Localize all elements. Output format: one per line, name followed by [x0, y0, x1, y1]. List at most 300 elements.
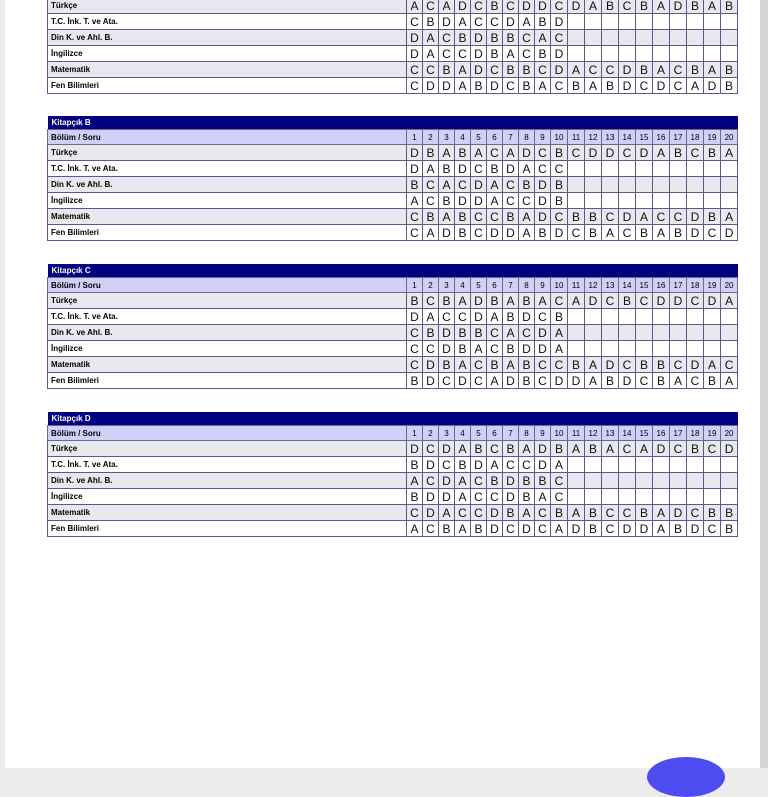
answer-cell: D	[704, 78, 721, 94]
answer-cell: B	[585, 209, 602, 225]
answer-cell	[704, 161, 721, 177]
answer-cell	[670, 161, 687, 177]
answer-cell: B	[455, 225, 471, 241]
answer-cell: C	[602, 521, 619, 537]
answer-cell: C	[619, 505, 636, 521]
answer-cell: D	[602, 145, 619, 161]
answer-cell: A	[636, 209, 653, 225]
answer-cell: D	[439, 325, 455, 341]
answer-cell: A	[687, 78, 704, 94]
answer-cell: A	[704, 62, 721, 78]
answer-cell: C	[471, 505, 487, 521]
answer-cell: C	[670, 441, 687, 457]
answer-cell: D	[704, 293, 721, 309]
table-row	[48, 489, 738, 505]
answer-cell: C	[407, 14, 423, 30]
answer-cell: D	[585, 145, 602, 161]
answer-cell: C	[535, 521, 551, 537]
answer-cell	[585, 193, 602, 209]
question-number: 6	[487, 426, 503, 441]
answer-cell: B	[487, 357, 503, 373]
answer-cell: B	[704, 373, 721, 389]
question-number: 13	[602, 130, 619, 145]
answer-cell: C	[407, 62, 423, 78]
answer-cell: A	[551, 341, 568, 357]
answer-cell: D	[455, 373, 471, 389]
answer-cell: B	[407, 293, 423, 309]
question-number: 8	[519, 426, 535, 441]
answer-cell	[619, 489, 636, 505]
answer-cell: A	[423, 225, 439, 241]
answer-cell: C	[407, 357, 423, 373]
answer-cell: B	[619, 293, 636, 309]
question-number: 17	[670, 278, 687, 293]
answer-cell	[636, 457, 653, 473]
answer-cell: B	[455, 325, 471, 341]
answer-cell: C	[407, 78, 423, 94]
answer-cell: A	[519, 441, 535, 457]
answer-cell: B	[471, 521, 487, 537]
answer-cell	[602, 341, 619, 357]
answer-cell: D	[471, 62, 487, 78]
answer-cell: C	[704, 521, 721, 537]
answer-cell: C	[602, 505, 619, 521]
answer-cell: C	[407, 225, 423, 241]
answer-cell: A	[407, 473, 423, 489]
answer-cell	[670, 341, 687, 357]
table-row	[48, 505, 738, 521]
answer-cell: A	[439, 177, 455, 193]
answer-cell: B	[439, 193, 455, 209]
answer-cell: C	[439, 457, 455, 473]
answer-cell: C	[471, 0, 487, 14]
answer-cell: C	[687, 505, 704, 521]
answer-cell: C	[423, 62, 439, 78]
answer-cell	[653, 14, 670, 30]
answer-cell: A	[704, 357, 721, 373]
answer-cell: D	[471, 46, 487, 62]
answer-cell: C	[636, 293, 653, 309]
answer-cell: B	[670, 145, 687, 161]
answer-cell: D	[439, 78, 455, 94]
answer-cell: C	[439, 46, 455, 62]
table-row	[48, 0, 738, 14]
answer-cell: B	[439, 521, 455, 537]
answer-cell	[585, 457, 602, 473]
answer-cell: D	[519, 0, 535, 14]
answer-cell: C	[471, 209, 487, 225]
answer-cell: B	[503, 441, 519, 457]
answer-cell	[602, 161, 619, 177]
answer-cell	[704, 30, 721, 46]
question-number: 11	[568, 278, 585, 293]
answer-cell	[568, 457, 585, 473]
answer-cell: C	[551, 30, 568, 46]
answer-cell: C	[519, 325, 535, 341]
answer-cell: A	[653, 145, 670, 161]
answer-cell: B	[721, 0, 738, 14]
answer-cell: B	[519, 373, 535, 389]
answer-cell: B	[487, 293, 503, 309]
answer-cell	[636, 489, 653, 505]
answer-cell	[687, 473, 704, 489]
answer-cell	[721, 325, 738, 341]
answer-cell: B	[487, 46, 503, 62]
table-row	[48, 325, 738, 341]
answer-cell: A	[704, 0, 721, 14]
booklet-d-table	[47, 412, 738, 537]
answer-cell	[602, 457, 619, 473]
answer-cell: B	[653, 373, 670, 389]
question-number: 8	[519, 278, 535, 293]
table-row	[48, 457, 738, 473]
answer-cell: B	[487, 161, 503, 177]
answer-cell	[721, 30, 738, 46]
answer-cell	[670, 46, 687, 62]
answer-cell: B	[439, 161, 455, 177]
answer-cell: B	[439, 357, 455, 373]
answer-cell: B	[585, 441, 602, 457]
answer-cell: D	[487, 505, 503, 521]
answer-cell: A	[487, 193, 503, 209]
answer-cell: A	[551, 325, 568, 341]
answer-cell: A	[721, 373, 738, 389]
subject-label: Fen Bilimleri	[48, 521, 407, 537]
answer-cell	[636, 473, 653, 489]
subject-label: T.C. İnk. T. ve Ata.	[48, 457, 407, 473]
answer-cell: B	[721, 78, 738, 94]
answer-cell: A	[471, 341, 487, 357]
answer-cell: A	[551, 521, 568, 537]
answer-cell: B	[653, 357, 670, 373]
answer-cell: D	[619, 78, 636, 94]
answer-cell: C	[487, 209, 503, 225]
answer-cell	[704, 473, 721, 489]
floating-action-button[interactable]	[647, 757, 725, 797]
answer-cell: D	[455, 193, 471, 209]
answer-cell: B	[636, 357, 653, 373]
answer-cell	[653, 309, 670, 325]
question-number: 1	[407, 426, 423, 441]
question-number: 9	[535, 426, 551, 441]
answer-cell: D	[407, 441, 423, 457]
answer-cell	[568, 14, 585, 30]
answer-cell: D	[471, 30, 487, 46]
answer-cell: C	[619, 145, 636, 161]
answer-cell: A	[455, 473, 471, 489]
answer-cell	[602, 14, 619, 30]
answer-cell	[653, 473, 670, 489]
answer-cell: A	[653, 225, 670, 241]
answer-cell: D	[653, 293, 670, 309]
answer-cell: B	[503, 309, 519, 325]
answer-cell: D	[503, 473, 519, 489]
subject-label: T.C. İnk. T. ve Ata.	[48, 14, 407, 30]
answer-cell: B	[551, 505, 568, 521]
answer-cell: B	[535, 46, 551, 62]
answer-cell	[585, 473, 602, 489]
answer-cell: C	[585, 62, 602, 78]
answer-cell	[687, 309, 704, 325]
answer-cell: C	[670, 357, 687, 373]
answer-cell: C	[535, 145, 551, 161]
answer-cell: A	[439, 505, 455, 521]
answer-cell: B	[487, 0, 503, 14]
answer-cell: A	[636, 441, 653, 457]
subject-label: Din K. ve Ahl. B.	[48, 473, 407, 489]
answer-cell	[602, 489, 619, 505]
answer-cell: A	[471, 145, 487, 161]
answer-cell: C	[687, 293, 704, 309]
answer-cell: D	[619, 62, 636, 78]
answer-cell: C	[619, 441, 636, 457]
question-number: 8	[519, 130, 535, 145]
question-number: 15	[636, 130, 653, 145]
answer-cell: D	[439, 225, 455, 241]
question-number: 16	[653, 426, 670, 441]
question-number: 7	[503, 130, 519, 145]
question-number: 19	[704, 130, 721, 145]
answer-cell: D	[551, 373, 568, 389]
answer-cell: B	[585, 225, 602, 241]
answer-cell: B	[519, 357, 535, 373]
answer-cell: D	[439, 473, 455, 489]
answer-cell: A	[585, 0, 602, 14]
answer-cell	[704, 46, 721, 62]
answer-cell: D	[636, 145, 653, 161]
answer-cell: D	[423, 373, 439, 389]
answer-cell: C	[535, 505, 551, 521]
question-number: 5	[471, 278, 487, 293]
answer-cell: A	[535, 78, 551, 94]
booklet-title: Kitapçık D	[48, 412, 738, 426]
answer-cell	[619, 325, 636, 341]
subject-label: Fen Bilimleri	[48, 78, 407, 94]
question-number: 10	[551, 278, 568, 293]
table-row	[48, 46, 738, 62]
answer-cell: C	[568, 145, 585, 161]
answer-cell	[636, 14, 653, 30]
table-row	[48, 193, 738, 209]
answer-cell	[653, 193, 670, 209]
answer-cell: B	[519, 177, 535, 193]
answer-cell: D	[519, 309, 535, 325]
answer-cell	[636, 46, 653, 62]
answer-cell: A	[439, 145, 455, 161]
question-number: 14	[619, 426, 636, 441]
answer-cell: D	[423, 505, 439, 521]
answer-cell: B	[585, 505, 602, 521]
answer-cell: A	[423, 309, 439, 325]
answer-cell	[721, 46, 738, 62]
answer-cell	[602, 46, 619, 62]
subject-label: Matematik	[48, 505, 407, 521]
question-number: 5	[471, 426, 487, 441]
answer-cell: C	[471, 161, 487, 177]
question-number: 16	[653, 278, 670, 293]
booklet-a-partial-table	[47, 0, 738, 94]
answer-cell: D	[471, 193, 487, 209]
answer-cell	[653, 341, 670, 357]
answer-cell: C	[423, 293, 439, 309]
answer-cell	[721, 14, 738, 30]
table-row	[48, 78, 738, 94]
answer-cell: C	[670, 209, 687, 225]
answer-cell: B	[519, 62, 535, 78]
answer-cell: B	[439, 293, 455, 309]
answer-cell: D	[551, 46, 568, 62]
answer-cell: B	[670, 521, 687, 537]
answer-cell: A	[503, 46, 519, 62]
answer-cell: D	[585, 293, 602, 309]
answer-cell	[687, 161, 704, 177]
answer-cell: D	[721, 225, 738, 241]
answer-cell: C	[602, 293, 619, 309]
answer-cell: C	[487, 325, 503, 341]
question-number: 1	[407, 130, 423, 145]
answer-cell: D	[487, 521, 503, 537]
answer-cell: B	[455, 457, 471, 473]
answer-cell	[602, 309, 619, 325]
answer-cell: B	[551, 193, 568, 209]
answer-cell	[636, 161, 653, 177]
answer-cell: A	[568, 441, 585, 457]
answer-cell: C	[704, 441, 721, 457]
question-number: 20	[721, 278, 738, 293]
answer-cell: A	[455, 489, 471, 505]
answer-cell: D	[503, 373, 519, 389]
subject-label: Fen Bilimleri	[48, 225, 407, 241]
answer-cell: C	[487, 145, 503, 161]
answer-cell: C	[455, 177, 471, 193]
answer-cell: A	[407, 521, 423, 537]
answer-cell	[636, 341, 653, 357]
answer-cell: B	[602, 78, 619, 94]
answer-cell: A	[602, 225, 619, 241]
answer-cell	[602, 325, 619, 341]
answer-cell: A	[407, 0, 423, 14]
answer-cell: C	[423, 341, 439, 357]
answer-cell: B	[585, 521, 602, 537]
answer-cell: C	[455, 309, 471, 325]
answer-cell: A	[653, 62, 670, 78]
table-row	[48, 225, 738, 241]
answer-cell: D	[602, 357, 619, 373]
answer-cell: B	[602, 0, 619, 14]
subject-label: İngilizce	[48, 46, 407, 62]
question-number: 18	[687, 130, 704, 145]
answer-cell: B	[471, 325, 487, 341]
answer-cell: D	[535, 209, 551, 225]
answer-cell: C	[519, 30, 535, 46]
answer-cell	[704, 14, 721, 30]
answer-cell	[721, 489, 738, 505]
question-number: 4	[455, 426, 471, 441]
answer-cell: D	[487, 78, 503, 94]
answer-cell: C	[602, 209, 619, 225]
answer-cell	[687, 325, 704, 341]
answer-cell: C	[670, 78, 687, 94]
answer-cell: C	[455, 46, 471, 62]
answer-cell: D	[535, 0, 551, 14]
answer-cell: D	[670, 505, 687, 521]
answer-cell: C	[503, 457, 519, 473]
answer-cell: D	[503, 14, 519, 30]
answer-cell: B	[503, 209, 519, 225]
header-row	[48, 278, 738, 293]
question-number: 3	[439, 278, 455, 293]
subject-label: Türkçe	[48, 145, 407, 161]
answer-cell	[636, 193, 653, 209]
question-number: 18	[687, 426, 704, 441]
answer-cell: B	[602, 373, 619, 389]
answer-cell: C	[551, 473, 568, 489]
answer-cell: A	[551, 457, 568, 473]
answer-cell: D	[619, 209, 636, 225]
answer-cell	[636, 177, 653, 193]
table-row	[48, 473, 738, 489]
answer-cell: A	[439, 209, 455, 225]
answer-cell: A	[423, 161, 439, 177]
question-number: 12	[585, 130, 602, 145]
question-number: 17	[670, 130, 687, 145]
answer-cell	[636, 325, 653, 341]
question-number: 6	[487, 278, 503, 293]
answer-cell: A	[535, 30, 551, 46]
question-number: 5	[471, 130, 487, 145]
answer-cell: C	[471, 357, 487, 373]
answer-cell	[568, 489, 585, 505]
answer-cell	[619, 473, 636, 489]
answer-cell	[619, 161, 636, 177]
answer-cell: A	[721, 145, 738, 161]
question-number: 15	[636, 278, 653, 293]
answer-cell: A	[455, 441, 471, 457]
answer-cell	[670, 489, 687, 505]
answer-cell: C	[519, 457, 535, 473]
answer-cell: C	[687, 373, 704, 389]
answer-cell: C	[602, 62, 619, 78]
answer-cell	[721, 341, 738, 357]
answer-cell: D	[535, 341, 551, 357]
answer-cell: B	[535, 14, 551, 30]
answer-cell: C	[503, 0, 519, 14]
answer-cell	[721, 473, 738, 489]
table-row	[48, 341, 738, 357]
table-row	[48, 14, 738, 30]
question-number: 12	[585, 426, 602, 441]
question-number: 7	[503, 278, 519, 293]
answer-cell: D	[670, 0, 687, 14]
answer-cell: D	[471, 177, 487, 193]
answer-cell: D	[471, 457, 487, 473]
answer-cell: D	[455, 161, 471, 177]
answer-cell: B	[503, 62, 519, 78]
answer-cell	[687, 30, 704, 46]
answer-cell	[670, 14, 687, 30]
answer-cell: A	[503, 293, 519, 309]
answer-cell	[653, 46, 670, 62]
answer-cell: C	[503, 193, 519, 209]
answer-cell: C	[487, 441, 503, 457]
answer-cell: C	[503, 78, 519, 94]
answer-cell: C	[423, 521, 439, 537]
answer-cell: D	[471, 309, 487, 325]
answer-cell: C	[619, 357, 636, 373]
answer-cell: A	[455, 521, 471, 537]
table-row	[48, 62, 738, 78]
answer-cell: D	[687, 521, 704, 537]
